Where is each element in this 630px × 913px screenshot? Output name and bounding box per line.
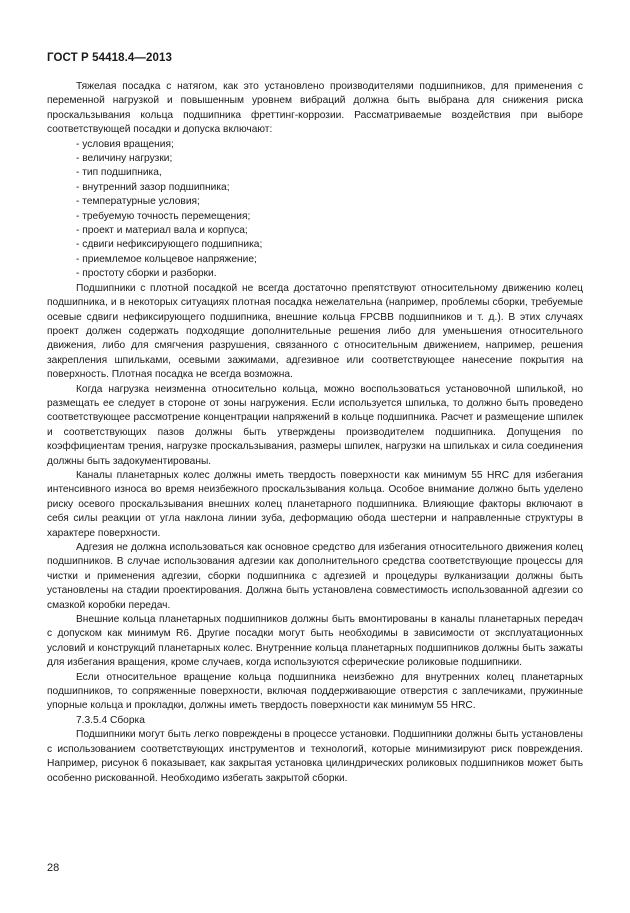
list-item: - условия вращения; <box>76 138 174 150</box>
list-item: - величину нагрузки; <box>76 153 173 165</box>
paragraph: Когда нагрузка неизменна относительно кольца, можно воспользоваться установочной шпилькой, но размещать ее следует в стороне от зоны нагружения. Если используется шпилька, то должно быть проведено соответствующее рассмотрение концентрации напряжений в кольце подшипника. Расчет и размещение шпилек и соответствующих пазов должны быть утверждены производителем подшипника. Допущения по коэффициентам трения, нагрузке проскальзывания, размеры шпилек, нагрузки на шпильках и сила соединения должны быть задокументированы. <box>47 383 583 467</box>
paragraph: Тяжелая посадка с натягом, как это установлено производителями подшипников, для применения с переменной нагрузкой и повышенным уровнем вибраций должна быть выбрана для снижения риска проскальзывания кольца подшипника фреттинг-коррозии. Рассматриваемые воздействия при выборе соответствующей посадки и допуска включают: <box>47 81 583 136</box>
list-item: - приемлемое кольцевое напряжение; <box>76 253 257 265</box>
list-item: - простоту сборки и разборки. <box>76 268 217 280</box>
list-item: - проект и материал вала и корпуса; <box>76 225 248 237</box>
paragraph: Каналы планетарных колес должны иметь твердость поверхности как минимум 55 HRC для избегания интенсивного износа во время неизбежного проскальзывания кольца. Особое внимание должно быть уделено риску осевого проскальзывания внешних колец планетарного подшипника. Влияющие факторы включают в себя силы реакции от угла наклона линии зуба, деформацию обода шестерни и направленные структуры в характере поверхности. <box>47 469 583 539</box>
document-header: ГОСТ Р 54418.4—2013 <box>47 52 172 64</box>
list-item: - требуемую точность перемещения; <box>76 210 251 222</box>
paragraph: Подшипники с плотной посадкой не всегда достаточно препятствуют относительному движению колец подшипника, и в некоторых ситуациях плотная посадка нежелательна (например, проблемы сборки, требуемые осевые сдвиги нефиксирующего подшипника, внешние кольца FPCBB подшипников и т. д.). В этих случаях проект должен содержать подходящие дополнительные решения либо для уменьшения относительного движения, либо для смягчения разрушения, связанного с относительным движением, например, решения закрепления шпильками, осевыми зажимами, адгезивное или соответствующее нанесение покрытия на поверхность. Плотная посадка не всегда возможна. <box>47 282 583 381</box>
page-number: 28 <box>47 862 60 874</box>
document-body <box>47 80 583 786</box>
considerations-list <box>47 138 583 282</box>
list-item: - внутренний зазор подшипника; <box>76 181 230 193</box>
paragraph: Подшипники могут быть легко повреждены в процессе установки. Подшипники должны быть установлены с использованием соответствующих инструментов и технологий, которые минимизируют риск повреждения. Например, рисунок 6 показывает, как закрытая установка цилиндрических роликовых подшипников может быть особенно рискованной. Необходимо избегать закрытой сборки. <box>47 729 583 784</box>
section-heading: 7.3.5.4 Сборка <box>76 714 145 726</box>
list-item: - тип подшипника, <box>76 167 162 179</box>
paragraph: Внешние кольца планетарных подшипников должны быть вмонтированы в каналы планетарных передач с допуском как минимум R6. Другие посадки могут быть необходимы в зависимости от эксплуатационных условий и конструкций планетарных колес. Внутренние кольца планетарных подшипников должны быть зажаты для избегания вращения, кроме случаев, когда используются сферические роликовые подшипники. <box>47 614 583 669</box>
paragraph: Если относительное вращение кольца подшипника неизбежно для внутренних колец планетарных подшипников, то сопряженные поверхности, включая поддерживающие отверстия с заплечиками, пружинные упорные кольца и прокладки, должны иметь твердость поверхности как минимум 55 HRC. <box>47 671 583 712</box>
list-item: - сдвиги нефиксирующего подшипника; <box>76 239 263 251</box>
paragraph: Адгезия не должна использоваться как основное средство для избегания относительного движения колец подшипников. В случае использования адгезии как дополнительного средства соответствующие процессы для чистки и применения адгезии, сборки подшипника с адгезией и процедуры вулканизации должны быть установлены на стадии проектирования. Должна быть установлена совместимость использованной адгезии со смазкой коробки передач. <box>47 542 583 611</box>
list-item: - температурные условия; <box>76 196 200 208</box>
